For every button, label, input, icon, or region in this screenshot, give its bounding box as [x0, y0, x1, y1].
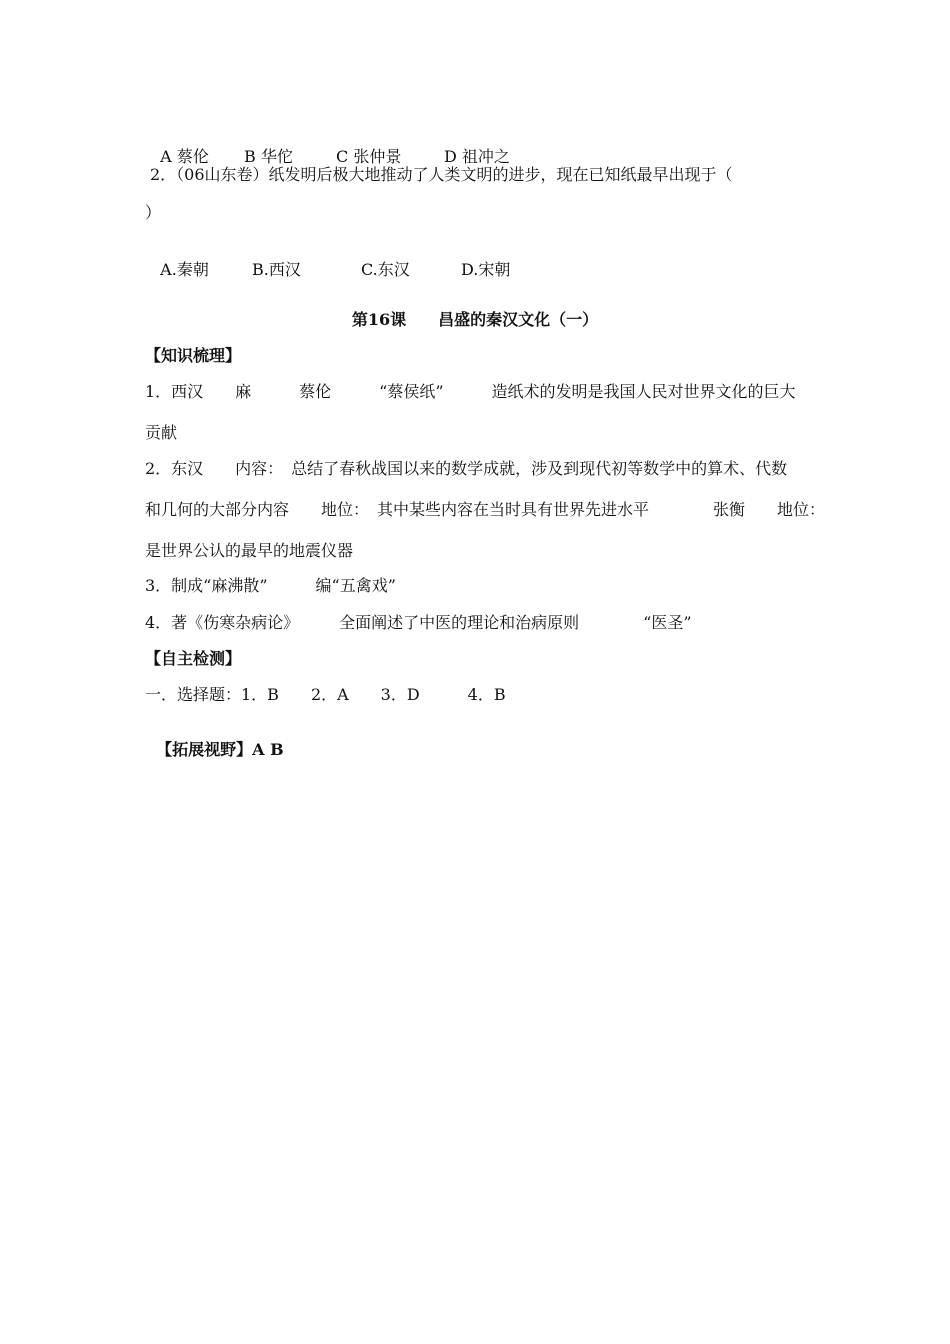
q2-option-c: C.东汉 — [361, 260, 410, 279]
q2-options — [150, 240, 511, 280]
q1-option-a: A 蔡伦 — [160, 147, 209, 166]
knowledge-line-4: 4．著《伤寒杂病论》 全面阐述了中医的理论和治病原则 “医圣” — [145, 613, 692, 632]
q2-option-a: A.秦朝 — [160, 260, 209, 279]
knowledge-line-2c: 是世界公认的最早的地震仪器 — [145, 541, 354, 560]
lesson-title: 第16课 昌盛的秦汉文化（一） — [351, 310, 599, 329]
knowledge-line-2: 2．东汉 内容： 总结了春秋战国以来的数学成就，涉及到现代初等数学中的算术、代数 — [145, 459, 788, 478]
q2-option-b: B.西汉 — [252, 260, 301, 279]
q2-stem-close: ） — [145, 203, 162, 222]
q2-option-d: D.宋朝 — [461, 260, 511, 279]
q1-option-c: C 张仲景 — [336, 147, 402, 166]
extension-answers: A B — [252, 740, 284, 759]
knowledge-line-3: 3．制成“麻沸散” 编“五禽戏” — [145, 576, 396, 595]
q1-option-b: B 华佗 — [244, 147, 293, 166]
knowledge-line-1b: 贡献 — [145, 423, 178, 442]
extension-heading: 【拓展视野】 — [156, 740, 253, 759]
knowledge-heading: 【知识梳理】 — [145, 346, 242, 365]
q2-stem: 2．（06山东卷）纸发明后极大地推动了人类文明的进步，现在已知纸最早出现于（ — [150, 165, 733, 184]
extension-line — [145, 720, 284, 760]
knowledge-line-1: 1．西汉 麻 蔡伦 “蔡侯纸” 造纸术的发明是我国人民对世界文化的巨大 — [145, 382, 796, 401]
q1-options — [150, 127, 510, 167]
knowledge-line-2b: 和几何的大部分内容 地位： 其中某些内容在当时具有世界先进水平 张衡 地位： — [145, 500, 826, 519]
q1-option-d: D 祖冲之 — [444, 147, 510, 166]
self-test-answers: 一．选择题：1．B 2．A 3．D 4．B — [145, 685, 506, 704]
self-test-heading: 【自主检测】 — [145, 649, 242, 668]
